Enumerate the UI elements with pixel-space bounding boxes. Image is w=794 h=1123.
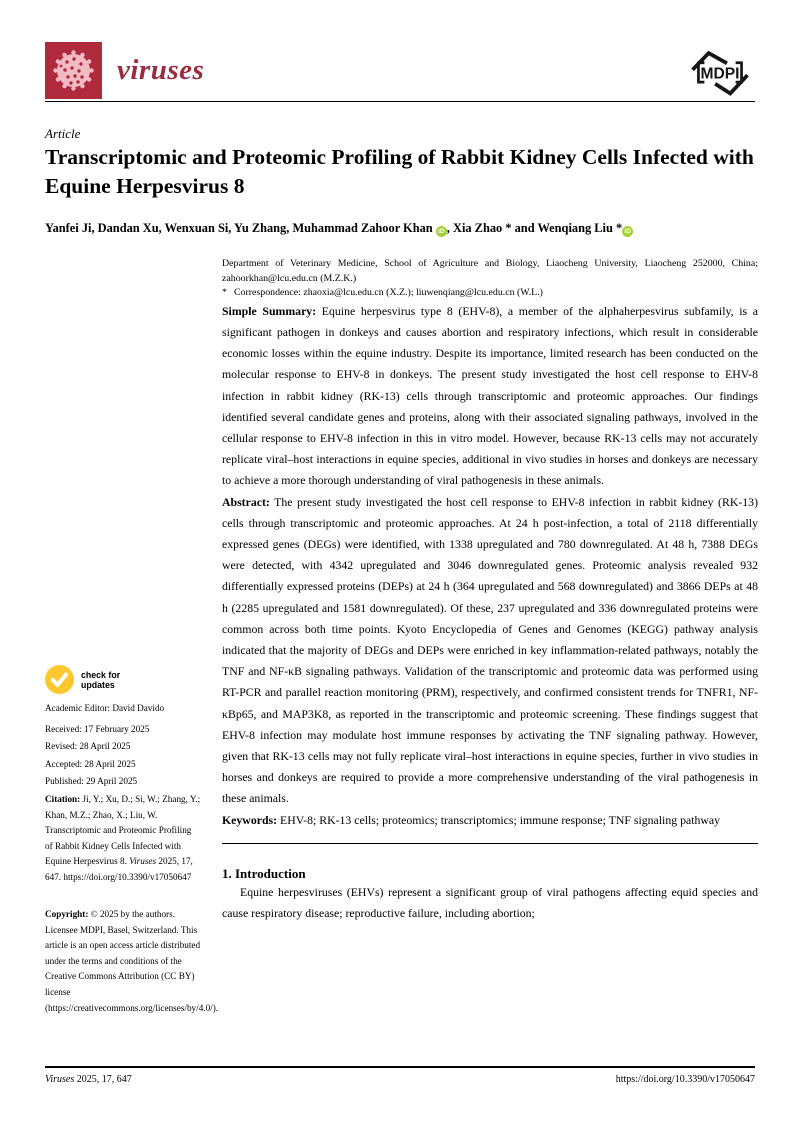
check-for-updates-badge[interactable] <box>45 665 120 694</box>
virus-logo-icon <box>45 42 102 99</box>
keywords-paragraph <box>222 810 758 831</box>
simple-summary-text: Equine herpesvirus type 8 (EHV-8), a member of the alphaherpesvirus subfamily, is a significant pathogen in donkeys and causes abortion and respiratory infections, which result in considerable economic losses within the equine industry. Despite its importance, limited research has been conducted on the molecular response to EHV-8 in donkeys. The present study investigated the host cell response to EHV-8 infection in rabbit kidney (RK-13) cells through transcriptomic and proteomic approaches. Our findings identified several candidate genes and proteins, along with their associated signaling pathways, involved in the cellular response to EHV-8 infection in this in vitro model. However, because RK-13 cells may not accurately replicate viral–host interactions in equine species, additional in vivo studies in horses and donkeys are necessary to achieve a more thorough understanding of viral pathogenesis in these animals. <box>222 303 758 488</box>
date-published: Published: 29 April 2025 <box>45 776 138 787</box>
introduction-paragraph: Equine herpesviruses (EHVs) represent a significant group of viral pathogens affecting equid species and cause respiratory disease; reproductive failure, including abortion; <box>222 884 758 921</box>
date-revised: Revised: 28 April 2025 <box>45 741 131 752</box>
affiliation-line: Department of Veterinary Medicine, School of Agriculture and Biology, Liaocheng University, Liaocheng 252000, China; zahoorkhan@lcu.edu.cn (M.Z.K.) <box>222 258 758 284</box>
simple-summary-label: Simple Summary: <box>222 303 317 318</box>
correspondence-marker: * <box>222 287 227 299</box>
authors-line <box>45 220 757 237</box>
citation-label: Citation: <box>45 794 81 804</box>
page-title: Transcriptomic and Proteomic Profiling of Rabbit Kidney Cells Infected with Equine Herpesvirus 8 <box>45 145 754 198</box>
keywords-text: EHV-8; RK-13 cells; proteomics; transcriptomics; immune response; TNF signaling pathway <box>280 812 721 827</box>
footer-divider <box>45 1066 755 1068</box>
header-divider <box>45 101 755 102</box>
introduction-heading: 1. Introduction <box>222 865 306 881</box>
affiliation-block <box>222 257 758 301</box>
date-received: Received: 17 February 2025 <box>45 724 150 734</box>
abstract-paragraph <box>222 492 758 810</box>
footer-journal-ref: Viruses 2025, 17, 647 <box>45 1074 132 1085</box>
section-divider <box>222 843 758 844</box>
mdpi-logo-icon <box>685 47 755 99</box>
journal-name: viruses <box>117 54 205 86</box>
simple-summary-paragraph <box>222 301 758 492</box>
abstract-text: The present study investigated the host cell response to EHV-8 infection in rabbit kidney (RK-13) cells through transcriptomic and proteomic approaches. At 24 h post-infection, a total of 2118 differentially expressed genes (DEGs) were identified, with 1338 upregulated and 780 downregulated. At 48 h, 7388 DEGs were detected, with 4342 upregulated and 3046 downregulated genes. Proteomic analysis revealed 932 differentially expressed proteins (DEPs) at 24 h (364 upregulated and 568 downregulated) and 3866 DEPs at 48 h (2285 upregulated and 1581 downregulated). Of these, 237 upregulated and 336 downregulated proteins were common across both time points. Kyoto Encyclopedia of Genes and Genomes (KEGG) pathway analysis indicated that the majority of DEGs and DEPs were enriched in key inflammation-related pathways, notably the TNF and NF-κB signaling pathways. Validation of the transcriptomic and proteomic data was performed using RT-PCR and parallel reaction monitoring (PRM), respectively, and confirmed consistent trends for TNFR1, NF-κBp65, and MAP3K8, as reported in the transcriptomic and proteomic screening. These findings suggest that EHV-8 infection may modulate host immune responses by activating the TNF signaling pathway. However, given that RK-13 cells may not fully replicate viral–host interactions in equine species, further in vivo studies in horses and donkeys are required to provide a more comprehensive understanding of the viral pathogenesis in these animals. <box>222 494 758 806</box>
citation-journal: Viruses <box>129 856 157 867</box>
copyright-text: © 2025 by the authors. Licensee MDPI, Basel, Switzerland. This article is an open access article distributed under the terms and conditions of the Creative Commons Attribution (CC BY) license (https://creativecommons.org/licenses/by/4.0/). <box>45 909 219 1013</box>
orcid-icon[interactable]: iD <box>622 226 633 237</box>
article-dates <box>45 721 201 791</box>
citation-text: Ji, Y.; Xu, D.; Si, W.; Zhang, Y.; Khan, M.Z.; Zhao, X.; Liu, W. Transcriptomic and Proteomic Profiling of Rabbit Kidney Cells Infected with Equine Herpesvirus 8. <box>45 794 201 867</box>
journal-logo-block <box>45 42 204 99</box>
svg-text:MDPI: MDPI <box>700 65 740 83</box>
citation-block <box>45 792 201 886</box>
article-type-label: Article <box>45 126 81 141</box>
authors-part1: Yanfei Ji, Dandan Xu, Wenxuan Si, Yu Zhang, Muhammad Zahoor Khan <box>45 221 433 235</box>
citation-doi-link[interactable]: https://doi.org/10.3390/v17050647 <box>63 871 192 882</box>
citation-ref: 2025, 17, 647. <box>45 856 193 882</box>
correspondence-line <box>222 286 758 301</box>
academic-editor: Academic Editor: David Davido <box>45 703 165 713</box>
copyright-label: Copyright: <box>45 909 89 919</box>
authors-part2: , Xia Zhao * and Wenqiang Liu * <box>446 221 623 235</box>
abstract-label: Abstract: <box>222 494 270 509</box>
footer-doi-link[interactable]: https://doi.org/10.3390/v17050647 <box>615 1074 755 1085</box>
date-accepted: Accepted: 28 April 2025 <box>45 758 136 769</box>
footer <box>45 1074 755 1085</box>
main-column <box>222 257 758 924</box>
correspondence-text: Correspondence: zhaoxia@lcu.edu.cn (X.Z.); liuwenqiang@lcu.edu.cn (W.L.) <box>233 287 543 299</box>
check-icon <box>45 665 74 694</box>
copyright-block <box>45 907 219 1016</box>
check-for-updates-label: check for updates <box>81 669 121 690</box>
orcid-icon[interactable]: iD <box>436 226 447 237</box>
keywords-label: Keywords: <box>222 812 278 827</box>
